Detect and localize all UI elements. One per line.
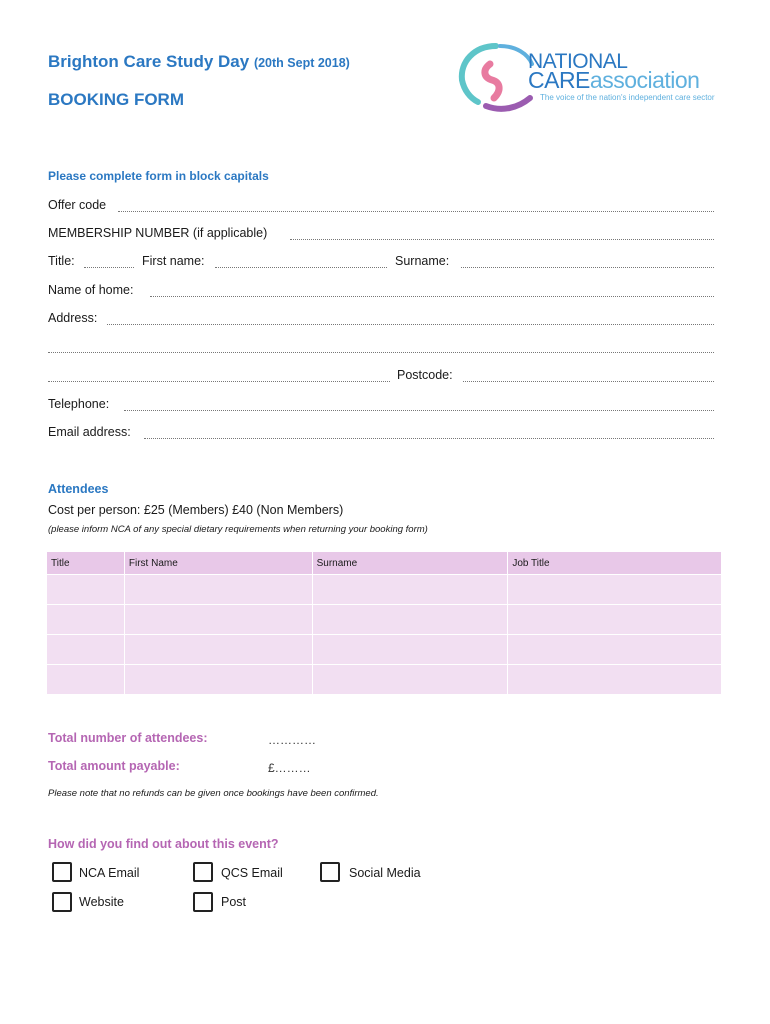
qcs-email-label: QCS Email (221, 866, 283, 880)
logo-care: CARE (528, 67, 590, 93)
post-label: Post (221, 895, 247, 909)
social-media-checkbox[interactable] (320, 862, 340, 882)
telephone-field[interactable] (124, 410, 714, 411)
address-line-3-field[interactable] (48, 381, 390, 382)
attendee-job-title-cell[interactable] (508, 635, 722, 665)
attendee-job-title-cell[interactable] (508, 665, 722, 695)
website-label: Website (79, 895, 124, 909)
name-of-home-label: Name of home: (48, 283, 134, 297)
event-title (48, 52, 350, 72)
name-of-home-field[interactable] (150, 296, 714, 297)
offer-code-field[interactable] (118, 211, 714, 212)
postcode-label: Postcode: (397, 368, 453, 382)
cost-per-person: Cost per person: £25 (Members) £40 (Non Members) (48, 503, 344, 517)
attendee-surname-cell[interactable] (312, 665, 508, 695)
address-line-1-field[interactable] (107, 324, 714, 325)
table-row (47, 665, 722, 695)
logo-care-association (528, 67, 699, 94)
nca-logo (456, 40, 728, 114)
attendee-title-cell[interactable] (47, 665, 125, 695)
surname-label: Surname: (395, 254, 450, 268)
attendee-first-name-cell[interactable] (124, 665, 312, 695)
nca-logo-icon (456, 40, 536, 114)
total-attendees-field[interactable]: ………… (268, 733, 316, 747)
attendee-title-cell[interactable] (47, 605, 125, 635)
nca-email-label: NCA Email (79, 866, 140, 880)
attendee-surname-cell[interactable] (312, 635, 508, 665)
nca-email-checkbox[interactable] (52, 862, 72, 882)
attendee-job-title-cell[interactable] (508, 605, 722, 635)
attendee-title-cell[interactable] (47, 635, 125, 665)
attendee-surname-cell[interactable] (312, 605, 508, 635)
attendee-title-cell[interactable] (47, 575, 125, 605)
first-name-label: First name: (142, 254, 205, 268)
attendee-job-title-cell[interactable] (508, 575, 722, 605)
block-capitals-instruction: Please complete form in block capitals (48, 169, 269, 183)
column-header-title: Title (47, 552, 125, 575)
column-header-job-title: Job Title (508, 552, 722, 575)
title-field[interactable] (84, 267, 134, 268)
email-field[interactable] (144, 438, 714, 439)
first-name-field[interactable] (215, 267, 387, 268)
total-attendees-label: Total number of attendees: (48, 731, 208, 745)
dietary-note: (please inform NCA of any special dietary requirements when returning your booking form) (48, 524, 428, 535)
refund-note: Please note that no refunds can be given once bookings have been confirmed. (48, 788, 379, 799)
event-date: (20th Sept 2018) (253, 56, 350, 70)
email-label: Email address: (48, 425, 131, 439)
table-row (47, 605, 722, 635)
post-checkbox[interactable] (193, 892, 213, 912)
attendees-table (46, 551, 722, 695)
logo-tagline: The voice of the nation's independent care sector (540, 93, 715, 102)
postcode-field[interactable] (463, 381, 714, 382)
table-row (47, 635, 722, 665)
logo-national: NATIONAL (528, 50, 628, 73)
qcs-email-checkbox[interactable] (193, 862, 213, 882)
logo-association: association (589, 67, 700, 93)
attendee-first-name-cell[interactable] (124, 635, 312, 665)
surname-field[interactable] (461, 267, 714, 268)
attendee-first-name-cell[interactable] (124, 575, 312, 605)
title-label: Title: (48, 254, 75, 268)
telephone-label: Telephone: (48, 397, 110, 411)
attendees-heading: Attendees (48, 482, 109, 496)
form-title: BOOKING FORM (48, 90, 184, 109)
column-header-first-name: First Name (124, 552, 312, 575)
offer-code-label: Offer code (48, 198, 107, 212)
address-label: Address: (48, 311, 98, 325)
attendee-surname-cell[interactable] (312, 575, 508, 605)
membership-number-field[interactable] (290, 239, 714, 240)
social-media-label: Social Media (349, 866, 421, 880)
attendee-first-name-cell[interactable] (124, 605, 312, 635)
table-row (47, 575, 722, 605)
membership-number-label: MEMBERSHIP NUMBER (if applicable) (48, 226, 268, 240)
address-line-2-field[interactable] (48, 352, 714, 353)
total-amount-field[interactable]: £……… (268, 761, 311, 775)
column-header-surname: Surname (312, 552, 508, 575)
total-amount-label: Total amount payable: (48, 759, 180, 773)
event-name: Brighton Care Study Day (48, 52, 250, 71)
website-checkbox[interactable] (52, 892, 72, 912)
find-out-heading: How did you find out about this event? (48, 837, 279, 851)
attendees-table-header (47, 552, 722, 575)
